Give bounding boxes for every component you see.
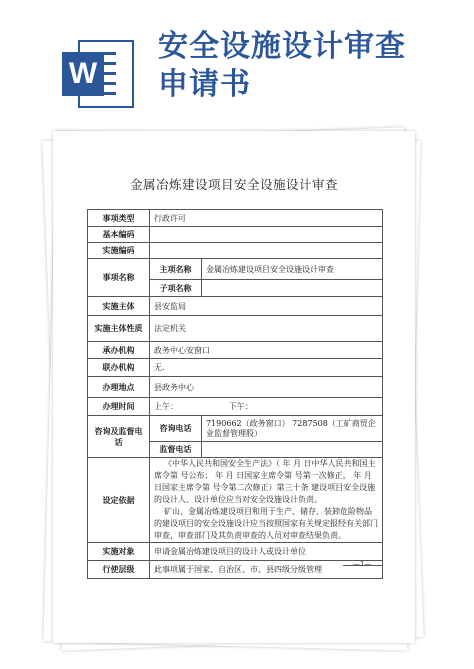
table-row — [88, 316, 383, 342]
table-row — [88, 259, 383, 280]
word-letter-tile: W — [62, 52, 104, 96]
row-value: 金属冶炼建设项目安全设施设计审查 — [202, 259, 383, 280]
document-page — [53, 131, 415, 643]
application-form-table — [87, 209, 383, 579]
sub-label: 子项名称 — [150, 280, 202, 297]
row-value — [150, 227, 383, 243]
table-row — [88, 210, 383, 227]
table-row — [88, 377, 383, 398]
table-row — [88, 227, 383, 243]
row-label: 咨询及监督电话 — [88, 416, 150, 458]
row-value: 无. — [150, 359, 383, 377]
row-label: 事项类型 — [88, 210, 150, 227]
basis-paragraph: 《中华人民共和国安全生产法》（ 年 月 日中华人民共和国主席令第 号公布； 年 月 日国家主席令第 号第一次修正， 年 月 日国家主席令第 号令第二次修正）第三十条 建设项目安全设施的设计人、设计单位应当对安全设施设计负责。 — [154, 459, 376, 504]
document-title: 金属冶炼建设项目安全设施设计审查 — [129, 177, 338, 192]
table-row — [88, 342, 383, 359]
row-label: 实施主体 — [88, 297, 150, 316]
row-value: 7190662（政务窗口） 7287508（工矿商贸企业监督管理股） — [202, 416, 383, 442]
title-line-1: 安全设施设计审查 — [158, 29, 406, 64]
sub-label: 咨询电话 — [150, 416, 202, 442]
header-banner — [0, 0, 474, 120]
basis-text — [150, 458, 383, 543]
row-value: 此事项属于国家、自治区、市、县四级分级管理 — [150, 561, 383, 579]
row-label: 办理时间 — [88, 398, 150, 416]
sub-label: 监督电话 — [150, 442, 202, 458]
row-label: 行使层级 — [88, 561, 150, 579]
row-value: 县政务中心 — [150, 377, 383, 398]
row-value — [150, 243, 383, 259]
page-number: —1— — [353, 560, 372, 568]
row-value: 政务中心安窗口 — [150, 342, 383, 359]
row-label: 承办机构 — [88, 342, 150, 359]
row-value: 县安监局 — [150, 297, 383, 316]
row-value: 行政许可 — [150, 210, 383, 227]
table-row — [88, 561, 383, 579]
table-row — [88, 297, 383, 316]
row-label: 实施对象 — [88, 543, 150, 561]
table-row — [88, 243, 383, 259]
row-label: 基本编码 — [88, 227, 150, 243]
title-line-2: 申请书 — [158, 67, 251, 102]
row-value — [202, 280, 383, 297]
row-value: 上午： 下午： — [150, 398, 383, 416]
page-title — [158, 28, 458, 104]
table-row — [88, 543, 383, 561]
word-document-icon — [62, 40, 136, 108]
table-row — [88, 398, 383, 416]
sub-label: 主项名称 — [150, 259, 202, 280]
table-row — [88, 359, 383, 377]
basis-paragraph: 矿山、金属冶炼建设项目和用于生产、储存、装卸危险物品的建设项目的安全设施设计应当按照国家有关规定报经有关部门审查，审查部门及其负责审查的人员对审查结果负责。 — [154, 507, 378, 540]
row-value — [202, 442, 383, 458]
row-label: 实施编码 — [88, 243, 150, 259]
row-label: 设定依据 — [88, 458, 150, 543]
row-label: 事项名称 — [88, 259, 150, 297]
table-row — [88, 458, 383, 543]
row-label: 联办机构 — [88, 359, 150, 377]
row-value: 申请金属冶炼建设项目的设计人或设计单位 — [150, 543, 383, 561]
row-value: 法定机关 — [150, 316, 383, 342]
row-label: 办理地点 — [88, 377, 150, 398]
table-row — [88, 416, 383, 442]
row-label: 实施主体性质 — [88, 316, 150, 342]
